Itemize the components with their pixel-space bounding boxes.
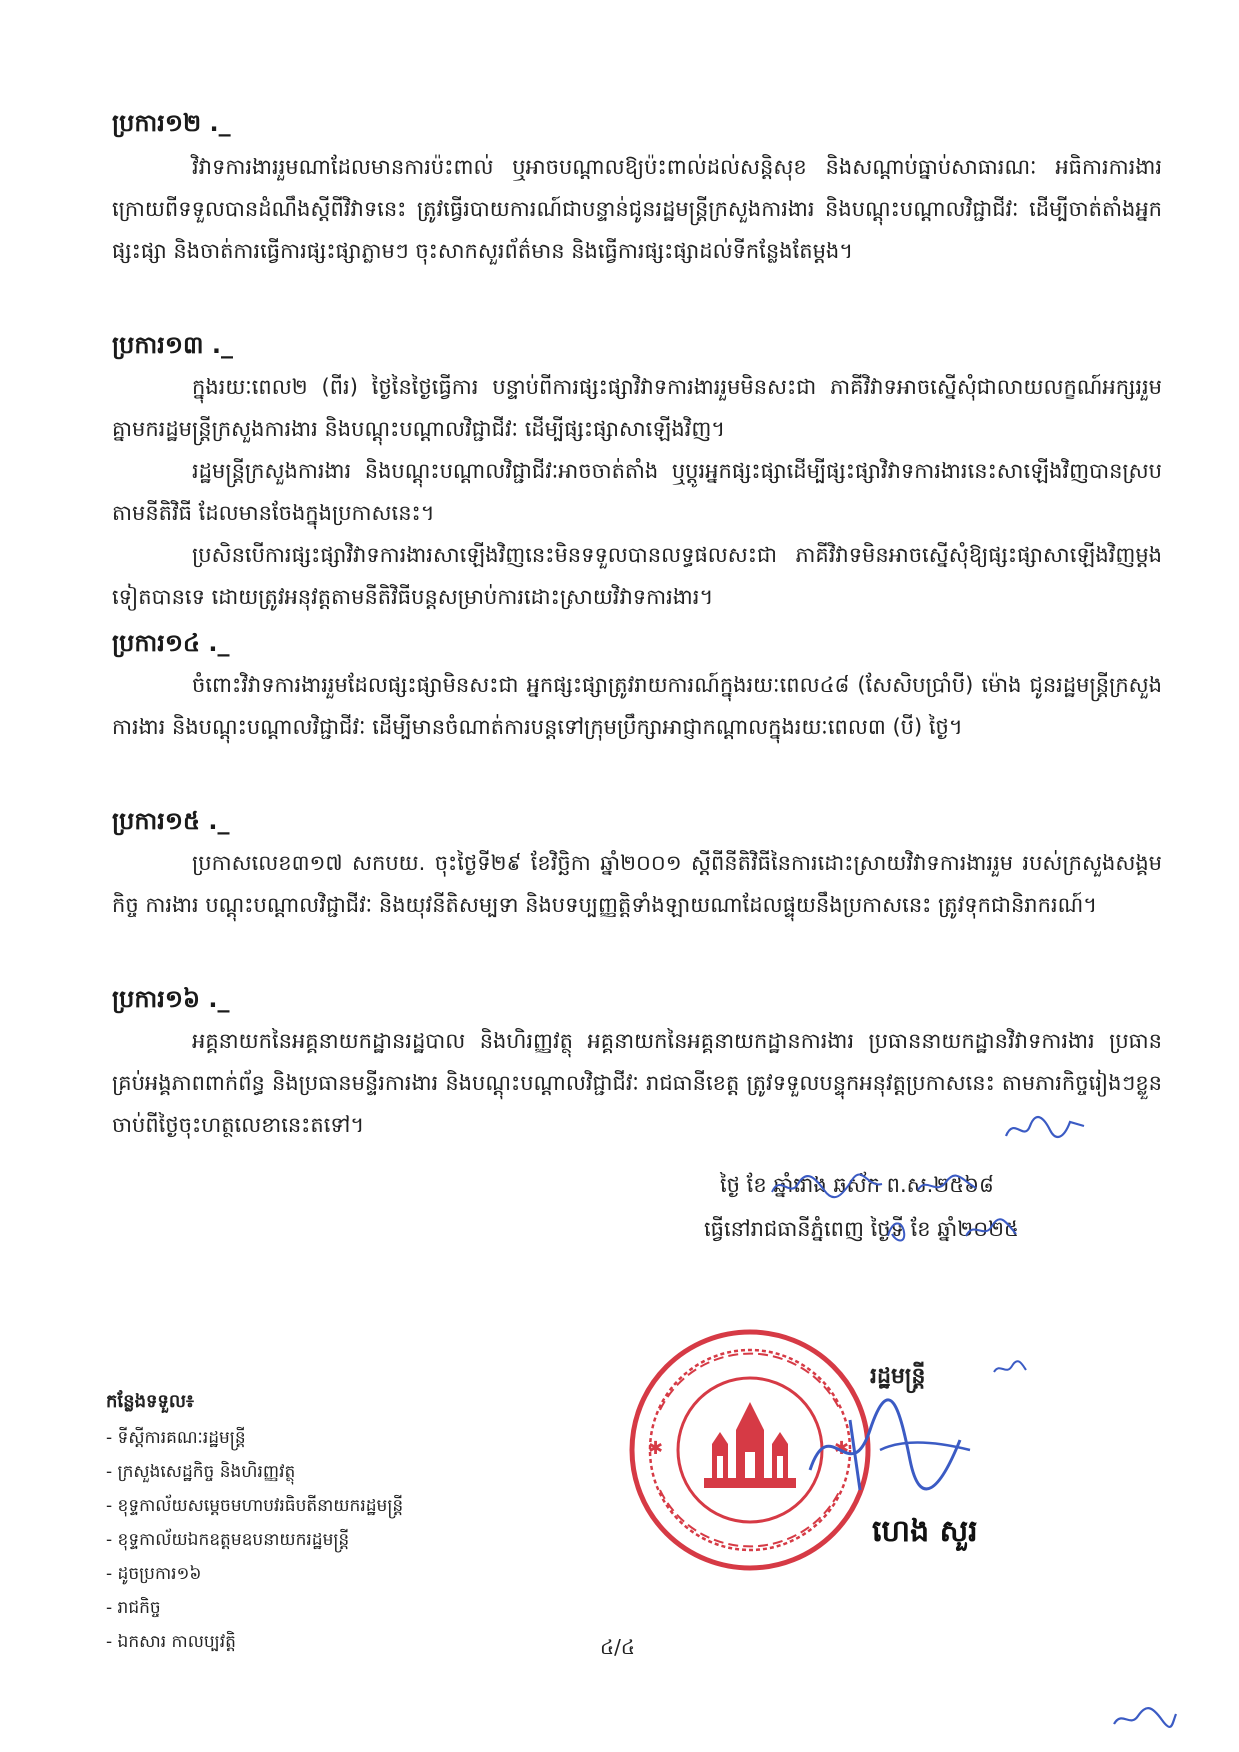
footer-initials-handwriting (1110, 1700, 1180, 1736)
recipient-item: - ក្រសួងសេដ្ឋកិច្ច និងហិរញ្ញវត្ថុ (106, 1462, 296, 1482)
article-15-body (112, 842, 1162, 926)
article-12-paragraph: វិវាទការងាររួមណាដែលមានការប៉ះពាល់ ឬអាចបណ្តាលឱ្យប៉ះពាល់ដល់សន្តិសុខ និងសណ្តាប់ធ្នាប់សាធារណៈ អធិការការងារ ក្រោយពីទទួលបានដំណឹងស្តីពីវិវាទនេះ ត្រូវធ្វើរបាយការណ៍ជាបន្ទាន់ជូនរដ្ឋមន្ត្រីក្រសួងការងារ និងបណ្តុះបណ្តាលវិជ្ជាជីវៈ ដើម្បីចាត់តាំងអ្នកផ្សះផ្សា និងចាត់ការធ្វើការផ្សះផ្សាភ្លាមៗ ចុះសាកសួរព័ត៌មាន និងធ្វើការផ្សះផ្សាដល់ទីកន្លែងតែម្តង។ (112, 155, 1162, 263)
solar-date-line: ធ្វើនៅរាជធានីភ្នំពេញ ថ្ងៃទី ខែ ឆ្នាំ២០២៥ (704, 1217, 1019, 1241)
initials-handwriting (1000, 1108, 1090, 1148)
article-13-heading: ប្រការ១៣ ._ (112, 331, 233, 359)
svg-text:✱: ✱ (834, 1438, 850, 1459)
recipient-item: - ទីស្តីការគណៈរដ្ឋមន្ត្រី (106, 1428, 246, 1448)
recipient-item: - ខុទ្ទកាល័យសម្តេចមហាបវរធិបតីនាយករដ្ឋមន្ត្រី (106, 1496, 404, 1516)
lunar-date-line: ថ្ងៃ ខែ ឆ្នាំរោង ឆស័ក ព.ស.២៥៦៨ (720, 1173, 994, 1197)
handwritten-day-number (882, 1212, 912, 1246)
article-13-paragraph-1: ក្នុងរយៈពេល២ (ពីរ) ថ្ងៃនៃថ្ងៃធ្វើការ បន្ទាប់ពីការផ្សះផ្សាវិវាទការងាររួមមិនសះជា ភាគីវិវាទអាចស្នើសុំជាលាយលក្ខណ៍អក្សររួមគ្នាមករដ្ឋមន្ត្រីក្រសួងការងារ និងបណ្តុះបណ្តាលវិជ្ជាជីវៈ ដើម្បីផ្សះផ្សាសាឡើងវិញ។ (112, 375, 1162, 441)
article-14-body (112, 664, 1162, 748)
handwritten-month-lunar (914, 1168, 984, 1202)
article-14-heading: ប្រការ១៤ ._ (112, 629, 230, 657)
article-15-heading: ប្រការ១៥ ._ (112, 807, 230, 835)
article-16-paragraph: អគ្គនាយកនៃអគ្គនាយកដ្ឋានរដ្ឋបាល និងហិរញ្ញវត្ថុ អគ្គនាយកនៃអគ្គនាយកដ្ឋានការងារ ប្រធាននាយកដ្ឋានវិវាទការងារ ប្រធានគ្រប់អង្គភាពពាក់ព័ន្ធ និងប្រធានមន្ទីរការងារ និងបណ្តុះបណ្តាលវិជ្ជាជីវៈ រាជធានីខេត្ត ត្រូវទទួលបន្ទុកអនុវត្តប្រកាសនេះ តាមភារកិច្ចរៀងៗខ្លួន ចាប់ពីថ្ងៃចុះហត្ថលេខានេះតទៅ។ (112, 1029, 1162, 1137)
recipient-item: - ខុទ្ទកាល័យឯកឧត្តមឧបនាយករដ្ឋមន្ត្រី (106, 1530, 350, 1550)
page-number: ៤/៤ (600, 1635, 636, 1659)
minister-name: ហេង សួរ (872, 1514, 978, 1549)
article-13-paragraph-2: រដ្ឋមន្ត្រីក្រសួងការងារ និងបណ្តុះបណ្តាលវិជ្ជាជីវៈអាចចាត់តាំង ឬប្តូរអ្នកផ្សះផ្សាដើម្បីផ្សះផ្សាវិវាទការងារនេះសាឡើងវិញបានស្របតាមនីតិវិធី ដែលមានចែងក្នុងប្រកាសនេះ។ (112, 459, 1162, 525)
article-12-heading: ប្រការ១២ ._ (112, 109, 231, 137)
recipient-item: - ដូចប្រការ១៦ (106, 1564, 202, 1584)
recipient-item: - រាជកិច្ច (106, 1598, 161, 1618)
article-15-paragraph: ប្រកាសលេខ៣១៧ សកបយ. ចុះថ្ងៃទី២៩ ខែវិច្ឆិកា ឆ្នាំ២០០១ ស្តីពីនីតិវិធីនៃការដោះស្រាយវិវាទការងាររួម របស់ក្រសួងសង្គមកិច្ច ការងារ បណ្តុះបណ្តាលវិជ្ជាជីវៈ និងយុវនីតិសម្បទា និងបទប្បញ្ញត្តិទាំងឡាយណាដែលផ្ទុយនឹងប្រកាសនេះ ត្រូវទុកជានិរាករណ៍។ (112, 851, 1162, 917)
article-12-body (112, 146, 1162, 272)
minister-signature (790, 1390, 990, 1510)
recipients-title: កន្លែងទទួល៖ (106, 1391, 194, 1412)
article-16-heading: ប្រការ១៦ ._ (112, 985, 230, 1013)
article-13-paragraph-3: ប្រសិនបើការផ្សះផ្សាវិវាទការងារសាឡើងវិញនេះមិនទទួលបានលទ្ធផលសះជា ភាគីវិវាទមិនអាចស្នើសុំឱ្យផ្សះផ្សាសាឡើងវិញម្តងទៀតបានទេ ដោយត្រូវអនុវត្តតាមនីតិវិធីបន្តសម្រាប់ការដោះស្រាយវិវាទការងារ។ (112, 543, 1162, 609)
svg-text:✱: ✱ (648, 1438, 664, 1459)
recipients-list (106, 1385, 403, 1659)
title-initials-handwriting (990, 1356, 1030, 1380)
article-14-paragraph: ចំពោះវិវាទការងាររួមដែលផ្សះផ្សាមិនសះជា អ្នកផ្សះផ្សាត្រូវរាយការណ៍ក្នុងរយៈពេល៤៨ (សែសិបប្រាំបី) ម៉ោង ជូនរដ្ឋមន្ត្រីក្រសួងការងារ និងបណ្តុះបណ្តាលវិជ្ជាជីវៈ ដើម្បីមានចំណាត់ការបន្តទៅក្រុមប្រឹក្សាអាជ្ញាកណ្តាលក្នុងរយៈពេល៣ (បី) ថ្ងៃ។ (112, 673, 1162, 739)
handwritten-month-solar (962, 1212, 1022, 1246)
minister-title: រដ្ឋមន្ត្រី (870, 1364, 926, 1389)
article-13-body (112, 366, 1162, 618)
handwritten-day (768, 1168, 888, 1204)
recipient-item: - ឯកសារ កាលប្បវត្តិ (106, 1632, 236, 1652)
